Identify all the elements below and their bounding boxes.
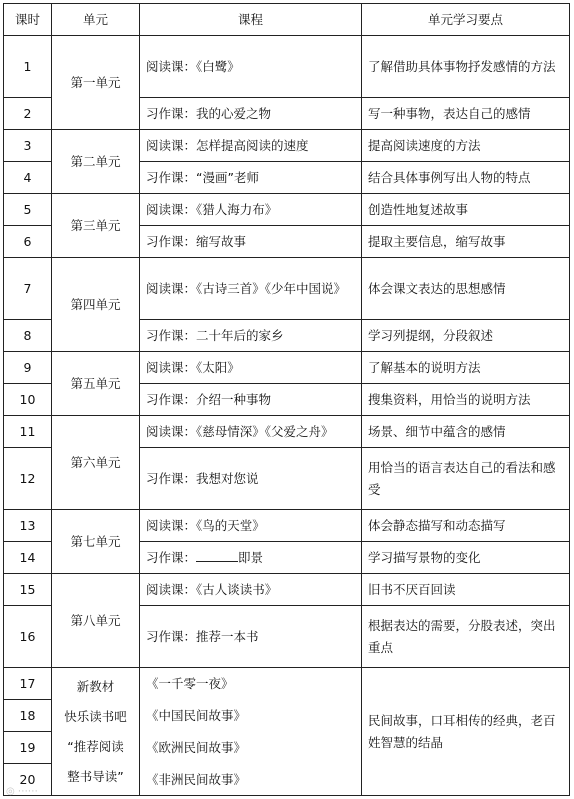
table-row [4,352,570,384]
key-point-cell: 结合具体事例写出人物的特点 [362,162,570,194]
reading-unit-cell [52,668,140,796]
period-cell: 12 [4,448,52,510]
key-point-cell: 了解基本的说明方法 [362,352,570,384]
period-cell: 13 [4,510,52,542]
lesson-plan-table [3,3,570,796]
course-cell: 《非洲民间故事》 [140,764,362,796]
course-cell: 阅读课：《白鹭》 [140,36,362,98]
period-cell: 16 [4,606,52,668]
unit-cell: 第三单元 [52,194,140,258]
course-cell: 阅读课：《慈母情深》《父爱之舟》 [140,416,362,448]
course-cell: 阅读课：《古人谈读书》 [140,574,362,606]
unit-cell: 第四单元 [52,258,140,352]
header-period: 课时 [4,4,52,36]
period-cell: 20 [4,764,52,796]
period-cell: 10 [4,384,52,416]
table-row [4,36,570,98]
period-cell: 2 [4,98,52,130]
course-cell: 阅读课：《古诗三首》《少年中国说》 [140,258,362,320]
course-cell: 阅读课：《鸟的天堂》 [140,510,362,542]
unit-cell: 第五单元 [52,352,140,416]
unit-cell: 第八单元 [52,574,140,668]
key-point-cell: 根据表达的需要，分股表述，突出重点 [362,606,570,668]
period-cell: 5 [4,194,52,226]
period-cell: 6 [4,226,52,258]
period-cell: 19 [4,732,52,764]
key-point-cell: 学习列提纲，分段叙述 [362,320,570,352]
course-cell: 习作课：二十年后的家乡 [140,320,362,352]
table-row [4,258,570,320]
period-cell: 15 [4,574,52,606]
unit-cell: 第二单元 [52,130,140,194]
course-cell: 习作课：推荐一本书 [140,606,362,668]
unit-cell: 第一单元 [52,36,140,130]
key-point-cell: 体会课文表达的思想感情 [362,258,570,320]
key-point-cell: 场景、细节中蕴含的感情 [362,416,570,448]
period-cell: 3 [4,130,52,162]
reading-unit-line: 整书导读” [67,768,124,784]
reading-unit-line: 快乐读书吧 [64,708,127,724]
reading-unit-line: “推荐阅读 [67,738,124,754]
course-cell: 习作课：“漫画”老师 [140,162,362,194]
key-point-cell: 提高阅读速度的方法 [362,130,570,162]
reading-unit-line: 新教材 [76,678,115,694]
table-row [4,130,570,162]
course-cell: 阅读课：怎样提高阅读的速度 [140,130,362,162]
course-cell: 习作课：我的心爱之物 [140,98,362,130]
course-cell: 习作课：介绍一种事物 [140,384,362,416]
header-course: 课程 [140,4,362,36]
course-cell: 阅读课：《太阳》 [140,352,362,384]
blank-underline [196,547,238,562]
header-key-points: 单元学习要点 [362,4,570,36]
table-row [4,668,570,700]
table-row [4,194,570,226]
course-cell: 习作课：我想对您说 [140,448,362,510]
period-cell: 9 [4,352,52,384]
period-cell: 18 [4,700,52,732]
key-point-cell: 创造性地复述故事 [362,194,570,226]
table-row [4,510,570,542]
unit-cell: 第六单元 [52,416,140,510]
course-cell: 《欧洲民间故事》 [140,732,362,764]
header-unit: 单元 [52,4,140,36]
key-point-cell: 用恰当的语言表达自己的看法和感受 [362,448,570,510]
course-cell: 《一千零一夜》 [140,668,362,700]
unit-cell: 第七单元 [52,510,140,574]
course-cell: 阅读课：《猎人海力布》 [140,194,362,226]
course-prefix: 习作课： [146,550,197,565]
period-cell: 1 [4,36,52,98]
key-point-cell: 提取主要信息，缩写故事 [362,226,570,258]
key-point-cell: 了解借助具体事物抒发感情的方法 [362,36,570,98]
watermark-logo: ◎ ⋯⋯ [6,786,38,797]
key-point-cell: 搜集资料，用恰当的说明方法 [362,384,570,416]
course-suffix: 即景 [238,550,264,565]
period-cell: 17 [4,668,52,700]
key-point-cell: 民间故事，口耳相传的经典，老百姓智慧的结晶 [362,668,570,796]
course-cell: 习作课：缩写故事 [140,226,362,258]
key-point-cell: 旧书不厌百回读 [362,574,570,606]
period-cell: 7 [4,258,52,320]
period-cell: 8 [4,320,52,352]
key-point-cell: 体会静态描写和动态描写 [362,510,570,542]
key-point-cell: 写一种事物，表达自己的感情 [362,98,570,130]
header-row [4,4,570,36]
period-cell: 11 [4,416,52,448]
table-row [4,416,570,448]
course-cell: 《中国民间故事》 [140,700,362,732]
period-cell: 14 [4,542,52,574]
table-row [4,574,570,606]
period-cell: 4 [4,162,52,194]
key-point-cell: 学习描写景物的变化 [362,542,570,574]
course-cell [140,542,362,574]
